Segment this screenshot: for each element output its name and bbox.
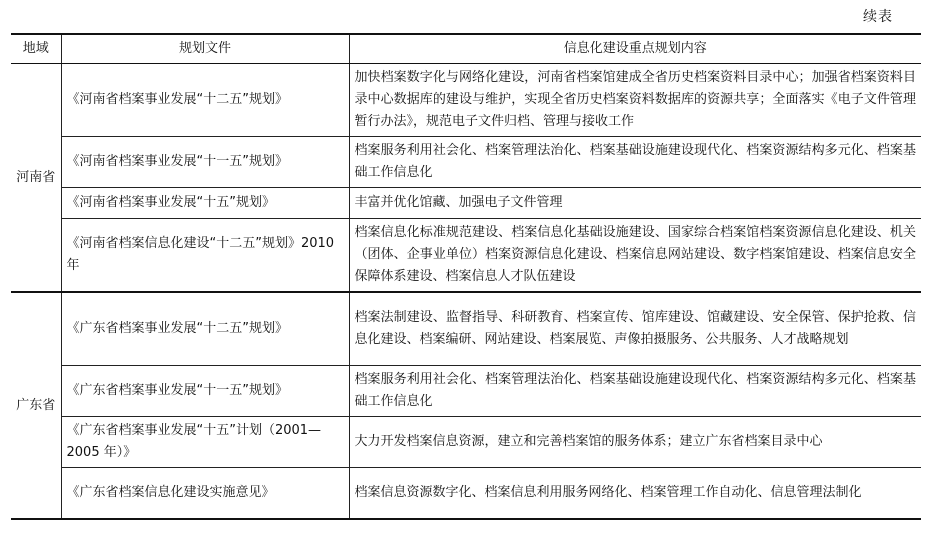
planning-table <box>11 33 921 520</box>
content-cell: 丰富并优化馆藏、加强电子文件管理 <box>349 188 921 219</box>
table-row <box>11 366 921 417</box>
table-row <box>11 417 921 468</box>
region-cell-guangdong: 广东省 <box>11 292 61 519</box>
document-cell: 《河南省档案信息化建设“十二五”规划》2010 年 <box>61 219 349 293</box>
header-region: 地域 <box>11 34 61 64</box>
content-cell: 档案服务利用社会化、档案管理法治化、档案基础设施建设现代化、档案资源结构多元化、档案基础工作信息化 <box>349 366 921 417</box>
table-row <box>11 137 921 188</box>
document-cell: 《广东省档案事业发展“十二五”规划》 <box>61 292 349 366</box>
content-cell: 档案信息化标准规范建设、档案信息化基础设施建设、国家综合档案馆档案资源信息化建设、机关（团体、企事业单位）档案资源信息化建设、档案信息网站建设、数字档案馆建设、档案信息安全保障体系建设、档案信息人才队伍建设 <box>349 219 921 293</box>
table-row <box>11 219 921 293</box>
document-cell: 《河南省档案事业发展“十二五”规划》 <box>61 64 349 137</box>
content-cell: 档案信息资源数字化、档案信息利用服务网络化、档案管理工作自动化、信息管理法制化 <box>349 468 921 520</box>
table-row <box>11 292 921 366</box>
region-cell-henan: 河南省 <box>11 64 61 293</box>
table-row <box>11 468 921 520</box>
table-row <box>11 64 921 137</box>
header-content: 信息化建设重点规划内容 <box>349 34 921 64</box>
document-cell: 《广东省档案事业发展“十五”计划（2001—2005 年）》 <box>61 417 349 468</box>
document-cell: 《广东省档案信息化建设实施意见》 <box>61 468 349 520</box>
content-cell: 档案服务利用社会化、档案管理法治化、档案基础设施建设现代化、档案资源结构多元化、档案基础工作信息化 <box>349 137 921 188</box>
continued-label: 续表 <box>863 9 893 25</box>
table-row <box>11 188 921 219</box>
document-cell: 《河南省档案事业发展“十五”规划》 <box>61 188 349 219</box>
document-cell: 《广东省档案事业发展“十一五”规划》 <box>61 366 349 417</box>
header-row <box>11 34 921 64</box>
document-cell: 《河南省档案事业发展“十一五”规划》 <box>61 137 349 188</box>
content-cell: 档案法制建设、监督指导、科研教育、档案宣传、馆库建设、馆藏建设、安全保管、保护抢救、信息化建设、档案编研、网站建设、档案展览、声像拍摄服务、公共服务、人才战略规划 <box>349 292 921 366</box>
header-document: 规划文件 <box>61 34 349 64</box>
content-cell: 大力开发档案信息资源，建立和完善档案馆的服务体系；建立广东省档案目录中心 <box>349 417 921 468</box>
content-cell: 加快档案数字化与网络化建设，河南省档案馆建成全省历史档案资料目录中心；加强省档案资料目录中心数据库的建设与维护，实现全省历史档案资料数据库的资源共享；全面落实《电子文件管理暂行办法》，规范电子文件归档、管理与接收工作 <box>349 64 921 137</box>
